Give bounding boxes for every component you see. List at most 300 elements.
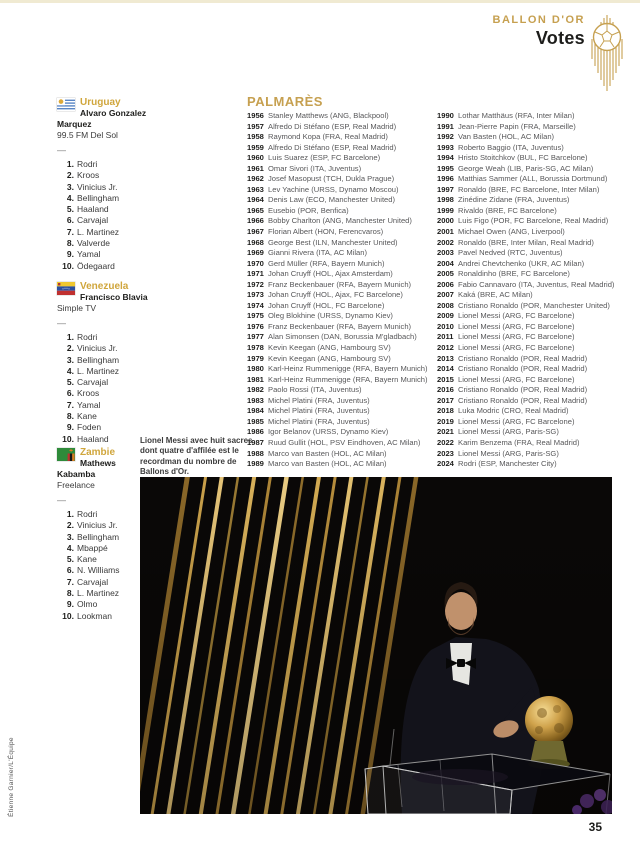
palmares-row — [247, 301, 437, 312]
palmares-winner: Michel Platini (FRA, Juventus) — [268, 395, 370, 405]
palmares-year: 2017 — [437, 395, 454, 405]
palmares-winner: Hristo Stoitchkov (BUL, FC Barcelone) — [458, 153, 588, 163]
vote-pick-row — [57, 238, 153, 249]
palmares-row — [247, 248, 437, 259]
palmares-year: 2019 — [437, 416, 454, 426]
palmares-row — [437, 311, 627, 322]
voter-country: Uruguay — [80, 97, 121, 108]
palmares-year: 2013 — [437, 353, 454, 363]
palmares-row — [437, 122, 627, 133]
palmares-row — [437, 269, 627, 280]
palmares-year: 1998 — [437, 195, 454, 205]
palmares-row — [437, 354, 627, 365]
pick-player: Kroos — [77, 170, 100, 181]
vote-pick-row — [57, 611, 153, 622]
palmares-winner: Marco van Basten (HOL, AC Milan) — [268, 448, 387, 458]
vote-pick-row — [57, 227, 153, 238]
palmares-year: 1971 — [247, 269, 264, 279]
vote-pick-row — [57, 543, 153, 554]
palmares-row — [437, 153, 627, 164]
palmares-winner: Rivaldo (BRE, FC Barcelone) — [458, 205, 557, 215]
vote-pick-row — [57, 520, 153, 531]
palmares-winner: Luis Figo (POR, FC Barcelone, Real Madrid) — [458, 216, 609, 226]
palmares-row — [247, 227, 437, 238]
ballon-dor-trophy-icon — [588, 12, 626, 94]
vote-pick-row — [57, 422, 153, 433]
pick-rank: 8. — [66, 588, 74, 599]
palmares-year: 1991 — [437, 121, 454, 131]
pick-player: Foden — [77, 422, 102, 433]
palmares-winner: Ronaldinho (BRE, FC Barcelone) — [458, 269, 570, 279]
pick-rank: 2. — [66, 170, 74, 181]
palmares-year: 2000 — [437, 216, 454, 226]
palmares-row — [437, 174, 627, 185]
vote-pick-row — [57, 388, 153, 399]
palmares-row — [247, 406, 437, 417]
palmares-row — [437, 332, 627, 343]
palmares-winner: Karim Benzema (FRA, Real Madrid) — [458, 437, 580, 447]
photo-caption: Lionel Messi avec huit sacres dont quatre d'affilée est le recordman du nombre de Ballons d'Or. — [140, 436, 253, 476]
palmares-row — [247, 238, 437, 249]
palmares-row — [247, 280, 437, 291]
vote-pick-row — [57, 599, 153, 610]
palmares-row — [437, 385, 627, 396]
palmares-row — [437, 195, 627, 206]
palmares-row — [437, 216, 627, 227]
palmares-winner: Michel Platini (FRA, Juventus) — [268, 416, 370, 426]
palmares-winner: Franz Beckenbauer (RFA, Bayern Munich) — [268, 279, 412, 289]
pick-rank: 10. — [62, 433, 74, 444]
pick-player: Lookman — [77, 610, 112, 621]
palmares-winner: Roberto Baggio (ITA, Juventus) — [458, 142, 564, 152]
palmares-year: 2021 — [437, 427, 454, 437]
palmares-winner: Ruud Gullit (HOL, PSV Eindhoven, AC Milan) — [268, 437, 421, 447]
vote-pick-row — [57, 554, 153, 565]
voter-header — [57, 281, 153, 303]
palmares-year: 1980 — [247, 364, 264, 374]
palmares-winner: Zinédine Zidane (FRA, Juventus) — [458, 195, 570, 205]
palmares-winner: Stanley Matthews (ANG, Blackpool) — [268, 111, 389, 120]
palmares-winner: Karl-Heinz Rummenigge (RFA, Bayern Munich) — [268, 364, 428, 374]
voter-block-zambie — [57, 447, 153, 622]
palmares-row — [247, 153, 437, 164]
vote-pick-row — [57, 182, 153, 193]
palmares-year: 2007 — [437, 290, 454, 300]
pick-player: Rodri — [77, 159, 98, 169]
palmares-year: 1969 — [247, 248, 264, 258]
palmares-row — [247, 174, 437, 185]
pick-rank: 10. — [62, 610, 74, 621]
palmares-winner: Lev Yachine (URSS, Dynamo Moscou) — [268, 184, 399, 194]
pick-rank: 9. — [66, 422, 74, 433]
palmares-row — [437, 259, 627, 270]
pick-player: Bellingham — [77, 354, 120, 365]
pick-rank: 4. — [66, 365, 74, 376]
page-top-edge — [0, 0, 640, 3]
palmares-row — [437, 238, 627, 249]
palmares-row — [437, 406, 627, 417]
palmares-year: 2009 — [437, 311, 454, 321]
palmares-year: 2002 — [437, 237, 454, 247]
palmares-row — [247, 195, 437, 206]
brand-label: BALLON D'OR — [492, 14, 585, 26]
palmares-winner: Van Basten (HOL, AC Milan) — [458, 132, 555, 142]
pick-rank: 9. — [66, 249, 74, 260]
palmares-row — [247, 216, 437, 227]
palmares-winner: Lionel Messi (ARG, Paris-SG) — [458, 427, 559, 437]
palmares-year: 1965 — [247, 205, 264, 215]
pick-player: Vinicius Jr. — [77, 343, 118, 354]
palmares-year: 2016 — [437, 385, 454, 395]
palmares-row — [247, 259, 437, 270]
palmares-year: 1960 — [247, 153, 264, 163]
voter-header — [57, 447, 153, 480]
pick-rank: 5. — [66, 204, 74, 215]
palmares-year: 2022 — [437, 437, 454, 447]
palmares-column-1956-1989 — [247, 111, 437, 470]
palmares-winner: Cristiano Ronaldo (POR, Real Madrid) — [458, 364, 588, 374]
pick-player: Yamal — [77, 399, 101, 410]
palmares-year: 1989 — [247, 459, 264, 469]
vote-pick-row — [57, 588, 153, 599]
palmares-winner: Lionel Messi (ARG, FC Barcelone) — [458, 343, 575, 353]
palmares-title: PALMARÈS — [247, 94, 323, 109]
palmares-winner: George Best (ILN, Manchester United) — [268, 237, 398, 247]
palmares-row — [247, 438, 437, 449]
voter-header — [57, 97, 153, 130]
pick-rank: 4. — [66, 542, 74, 553]
palmares-winner: Johan Cruyff (HOL, Ajax Amsterdam) — [268, 269, 393, 279]
vote-pick-row — [57, 249, 153, 260]
palmares-winner: Raymond Kopa (FRA, Real Madrid) — [268, 132, 388, 142]
palmares-winner: Igor Belanov (URSS, Dynamo Kiev) — [268, 427, 389, 437]
palmares-row — [247, 290, 437, 301]
vote-pick-row — [57, 434, 153, 445]
palmares-row — [437, 206, 627, 217]
palmares-year: 1959 — [247, 142, 264, 152]
palmares-winner: Alfredo Di Stéfano (ESP, Real Madrid) — [268, 121, 397, 131]
palmares-winner: Ronaldo (BRE, Inter Milan, Real Madrid) — [458, 237, 594, 247]
palmares-year: 1979 — [247, 353, 264, 363]
palmares-winner: Lionel Messi (ARG, FC Barcelone) — [458, 332, 575, 342]
palmares-row — [247, 385, 437, 396]
vote-pick-row — [57, 400, 153, 411]
palmares-year: 1974 — [247, 300, 264, 310]
voter-media: 99.5 FM Del Sol — [57, 130, 118, 140]
palmares-winner: Alan Simonsen (DAN, Borussia M'gladbach) — [268, 332, 417, 342]
palmares-winner: Ronaldo (BRE, FC Barcelone, Inter Milan) — [458, 184, 600, 194]
palmares-year: 2008 — [437, 300, 454, 310]
palmares-year: 1962 — [247, 174, 264, 184]
palmares-winner: Bobby Charlton (ANG, Manchester United) — [268, 216, 412, 226]
palmares-year: 1990 — [437, 111, 454, 120]
palmares-year: 1973 — [247, 290, 264, 300]
palmares-row — [247, 185, 437, 196]
palmares-year: 1978 — [247, 343, 264, 353]
messi-ballon-dor-photo — [140, 477, 612, 814]
palmares-row — [437, 459, 627, 470]
palmares-year: 1983 — [247, 395, 264, 405]
vote-pick-row — [57, 343, 153, 354]
palmares-year: 1966 — [247, 216, 264, 226]
palmares-winner: Rodri (ESP, Manchester City) — [458, 459, 557, 469]
vote-pick-row — [57, 565, 153, 576]
zambia-flag-icon — [57, 448, 75, 461]
palmares-winner: Michael Owen (ANG, Liverpool) — [458, 227, 565, 237]
pick-rank: 7. — [66, 399, 74, 410]
vote-pick-row — [57, 170, 153, 181]
palmares-winner: Josef Masopust (TCH, Dukla Prague) — [268, 174, 395, 184]
palmares-row — [247, 322, 437, 333]
palmares-winner: Lionel Messi (ARG, Paris-SG) — [458, 448, 559, 458]
palmares-year: 2011 — [437, 332, 454, 342]
palmares-row — [247, 143, 437, 154]
palmares-year: 1957 — [247, 121, 264, 131]
palmares-year: 2004 — [437, 258, 454, 268]
pick-rank: 1. — [66, 159, 74, 169]
palmares-winner: Oleg Blokhine (URSS, Dynamo Kiev) — [268, 311, 393, 321]
palmares-row — [437, 111, 627, 122]
palmares-winner: Gerd Müller (RFA, Bayern Munich) — [268, 258, 385, 268]
pick-rank: 3. — [66, 181, 74, 192]
palmares-year: 2018 — [437, 406, 454, 416]
voter-media: Simple TV — [57, 303, 97, 313]
pick-rank: 8. — [66, 238, 74, 249]
palmares-winner: Jean-Pierre Papin (FRA, Marseille) — [458, 121, 576, 131]
pick-rank: 4. — [66, 192, 74, 203]
pick-player: Ödegaard — [77, 260, 115, 271]
palmares-year: 2005 — [437, 269, 454, 279]
palmares-winner: Kevin Keegan (ANG, Hambourg SV) — [268, 343, 391, 353]
vote-pick-row — [57, 377, 153, 388]
voter-media: Freelance — [57, 480, 95, 490]
voter-name: Mathews Kabamba — [57, 458, 116, 479]
palmares-winner: George Weah (LIB, Paris-SG, AC Milan) — [458, 163, 594, 173]
palmares-year: 2024 — [437, 459, 454, 469]
pick-player: Kroos — [77, 388, 100, 399]
palmares-column-1990-2024 — [437, 111, 627, 470]
palmares-winner: Lionel Messi (ARG, FC Barcelone) — [458, 311, 575, 321]
palmares-year: 1970 — [247, 258, 264, 268]
palmares-row — [437, 364, 627, 375]
palmares-year: 2023 — [437, 448, 454, 458]
divider-dash: — — [57, 495, 66, 505]
palmares-winner: Luis Suarez (ESP, FC Barcelone) — [268, 153, 381, 163]
vote-pick-row — [57, 204, 153, 215]
uruguay-flag-icon — [57, 98, 75, 111]
palmares-row — [247, 332, 437, 343]
pick-player: Haaland — [77, 433, 109, 444]
palmares-year: 1981 — [247, 374, 264, 384]
palmares-year: 1958 — [247, 132, 264, 142]
palmares-year: 1999 — [437, 205, 454, 215]
palmares-winner: Matthias Sammer (ALL, Borussia Dortmund) — [458, 174, 608, 184]
palmares-winner: Omar Sivori (ITA, Juventus) — [268, 163, 362, 173]
palmares-year: 2012 — [437, 343, 454, 353]
pick-player: Olmo — [77, 599, 98, 610]
palmares-row — [247, 311, 437, 322]
vote-pick-row — [57, 366, 153, 377]
palmares-winner: Franz Beckenbauer (RFA, Bayern Munich) — [268, 321, 412, 331]
palmares-winner: Cristiano Ronaldo (POR, Manchester United) — [458, 300, 610, 310]
palmares-winner: Cristiano Ronaldo (POR, Real Madrid) — [458, 385, 588, 395]
pick-rank: 5. — [66, 377, 74, 388]
pick-player: Haaland — [77, 204, 109, 215]
palmares-winner: Johan Cruyff (HOL, Ajax, FC Barcelone) — [268, 290, 403, 300]
palmares-year: 1982 — [247, 385, 264, 395]
palmares-year: 1963 — [247, 184, 264, 194]
vote-pick-row — [57, 332, 153, 343]
pick-player: Yamal — [77, 249, 101, 260]
palmares-row — [437, 322, 627, 333]
pick-rank: 9. — [66, 599, 74, 610]
palmares-winner: Paolo Rossi (ITA, Juventus) — [268, 385, 362, 395]
vote-list — [57, 159, 153, 272]
pick-player: Carvajal — [77, 215, 109, 226]
palmares-year: 2014 — [437, 364, 454, 374]
palmares-row — [437, 449, 627, 460]
pick-rank: 2. — [66, 520, 74, 531]
vote-pick-row — [57, 532, 153, 543]
palmares-year: 1968 — [247, 237, 264, 247]
pick-rank: 1. — [66, 332, 74, 342]
palmares-year: 1993 — [437, 142, 454, 152]
ballon-dor-trophy — [525, 696, 573, 769]
palmares-winner: Johan Cruyff (HOL, FC Barcelone) — [268, 300, 385, 310]
palmares-row — [437, 427, 627, 438]
palmares-row — [437, 301, 627, 312]
pick-rank: 2. — [66, 343, 74, 354]
pick-rank: 6. — [66, 565, 74, 576]
palmares-year: 1975 — [247, 311, 264, 321]
pick-rank: 5. — [66, 554, 74, 565]
pick-rank: 1. — [66, 509, 74, 519]
palmares-row — [437, 248, 627, 259]
palmares-year: 1995 — [437, 163, 454, 173]
palmares-row — [247, 206, 437, 217]
vote-pick-row — [57, 193, 153, 204]
palmares-year: 1985 — [247, 416, 264, 426]
pick-player: Rodri — [77, 509, 98, 519]
pick-rank: 3. — [66, 354, 74, 365]
divider-dash: — — [57, 145, 66, 155]
palmares-row — [247, 449, 437, 460]
palmares-winner: Alfredo Di Stéfano (ESP, Real Madrid) — [268, 142, 397, 152]
vote-list — [57, 509, 153, 622]
palmares-winner: Pavel Nedved (RTC, Juventus) — [458, 248, 563, 258]
pick-player: Kane — [77, 554, 97, 565]
palmares-year: 1984 — [247, 406, 264, 416]
palmares-year: 1996 — [437, 174, 454, 184]
page-title: Votes — [535, 28, 585, 48]
palmares-year: 1992 — [437, 132, 454, 142]
voter-country: Venezuela — [80, 281, 129, 292]
pick-player: Rodri — [77, 332, 98, 342]
palmares-year: 1972 — [247, 279, 264, 289]
palmares-winner: Lionel Messi (ARG, FC Barcelone) — [458, 321, 575, 331]
palmares-year: 1987 — [247, 437, 264, 447]
pick-player: Vinicius Jr. — [77, 520, 118, 531]
venezuela-flag-icon — [57, 282, 75, 295]
palmares-row — [437, 417, 627, 428]
palmares-year: 1988 — [247, 448, 264, 458]
palmares-winner: Eusebio (POR, Benfica) — [268, 205, 349, 215]
pick-rank: 3. — [66, 531, 74, 542]
palmares-winner: Kevin Keegan (ANG, Hambourg SV) — [268, 353, 391, 363]
palmares-year: 2001 — [437, 227, 454, 237]
palmares-row — [437, 132, 627, 143]
palmares-row — [247, 427, 437, 438]
palmares-row — [437, 164, 627, 175]
palmares-row — [247, 396, 437, 407]
palmares-winner: Andrei Chevtchenko (UKR, AC Milan) — [458, 258, 585, 268]
pick-player: L. Martinez — [77, 226, 120, 237]
voter-country: Zambie — [80, 447, 116, 458]
palmares-winner: Marco van Basten (HOL, AC Milan) — [268, 459, 387, 469]
voter-block-uruguay — [57, 97, 153, 272]
palmares-row — [247, 375, 437, 386]
palmares-year: 1977 — [247, 332, 264, 342]
palmares-year: 2003 — [437, 248, 454, 258]
pick-player: L. Martinez — [77, 588, 120, 599]
pick-player: L. Martinez — [77, 365, 120, 376]
palmares-row — [437, 280, 627, 291]
palmares-winner: Luka Modric (CRO, Real Madrid) — [458, 406, 569, 416]
palmares-winner: Michel Platini (FRA, Juventus) — [268, 406, 370, 416]
palmares-row — [437, 343, 627, 354]
page-number: 35 — [588, 820, 602, 834]
palmares-row — [437, 396, 627, 407]
palmares-year: 2015 — [437, 374, 454, 384]
palmares-winner: Karl-Heinz Rummenigge (RFA, Bayern Munich) — [268, 374, 428, 384]
palmares-row — [247, 417, 437, 428]
palmares-winner: Fabio Cannavaro (ITA, Juventus, Real Madrid) — [458, 279, 615, 289]
pick-rank: 6. — [66, 215, 74, 226]
vote-pick-row — [57, 159, 153, 170]
palmares-winner: Gianni Rivera (ITA, AC Milan) — [268, 248, 368, 258]
palmares-row — [247, 459, 437, 470]
palmares-row — [437, 290, 627, 301]
palmares-year: 1961 — [247, 163, 264, 173]
palmares-row — [247, 354, 437, 365]
palmares-year: 1956 — [247, 111, 264, 120]
palmares-row — [437, 143, 627, 154]
palmares-year: 1997 — [437, 184, 454, 194]
palmares-year: 1976 — [247, 321, 264, 331]
palmares-year: 1964 — [247, 195, 264, 205]
vote-pick-row — [57, 355, 153, 366]
vote-pick-row — [57, 577, 153, 588]
pick-player: Bellingham — [77, 531, 120, 542]
vote-pick-row — [57, 215, 153, 226]
voter-block-venezuela — [57, 281, 153, 445]
palmares-winner: Florian Albert (HON, Ferencvaros) — [268, 227, 384, 237]
palmares-row — [247, 164, 437, 175]
vote-pick-row — [57, 509, 153, 520]
voter-name: Francisco Blavia — [80, 292, 148, 302]
pick-player: Mbappé — [77, 542, 108, 553]
page-header — [493, 14, 585, 49]
palmares-row — [247, 364, 437, 375]
pick-player: Vinicius Jr. — [77, 181, 118, 192]
pick-player: Kane — [77, 411, 97, 422]
voter-name: Alvaro Gonzalez Marquez — [57, 108, 147, 129]
vote-pick-row — [57, 261, 153, 272]
pick-rank: 6. — [66, 388, 74, 399]
pick-player: N. Williams — [77, 565, 120, 576]
photo-credit: Étienne Garnier/L'Équipe — [8, 737, 15, 817]
palmares-year: 2010 — [437, 321, 454, 331]
